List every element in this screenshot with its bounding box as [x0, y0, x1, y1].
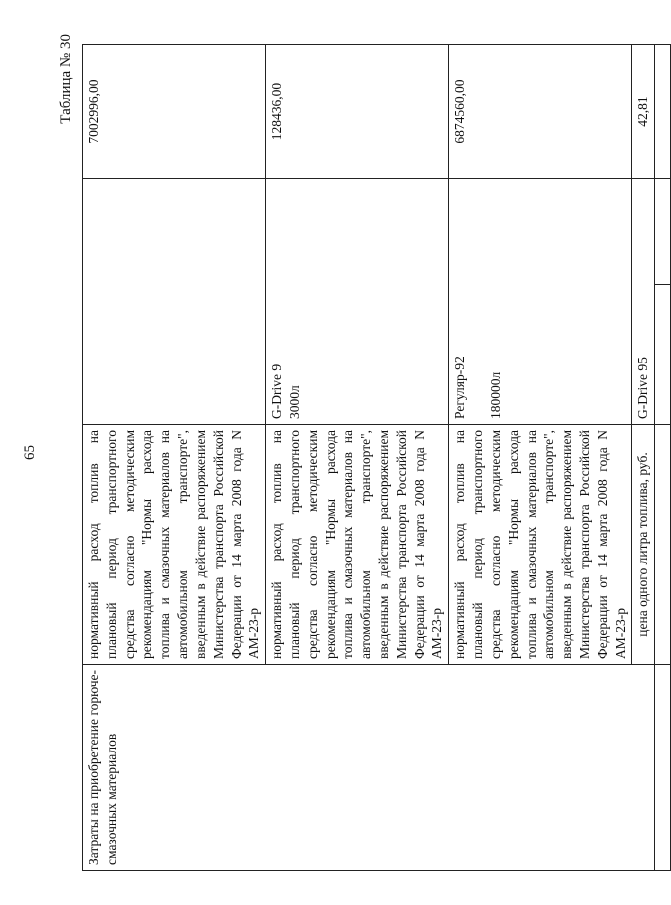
- fuel-volume: 180000л: [488, 371, 504, 419]
- empty-cell: [655, 179, 671, 285]
- description-cell: нормативный расход топлив на плановый период транспортного средства согласно методическим рекомендациям "Нормы расхода топлива и смазочных материалов на автомобильном транспорте", введенным в действие распоряжением Министерства транспорта Российской Федерации от 14 марта 2008 года N АМ-23-р: [449, 425, 632, 665]
- empty-cell: [655, 45, 671, 179]
- fuel-cell: [83, 179, 266, 425]
- fuel-cell: [632, 179, 655, 425]
- empty-cell: [655, 285, 671, 425]
- table-row: [83, 45, 266, 871]
- amount-cell: 128436,00: [266, 45, 449, 179]
- fuel-cell: [266, 179, 449, 425]
- empty-cell: [655, 425, 671, 665]
- page-number: 65: [22, 445, 38, 460]
- table-row: [655, 45, 671, 871]
- amount-cell: 6874560,00: [449, 45, 632, 179]
- fuel-volume: 3000л: [286, 385, 302, 419]
- empty-cell: [655, 665, 671, 871]
- fuel-name: G-Drive 95: [635, 357, 651, 419]
- fuel-costs-table: [82, 44, 671, 871]
- document-page: [20, 20, 651, 885]
- description-cell: нормативный расход топлив на плановый период транспортного средства согласно методическим рекомендациям "Нормы расхода топлива и смазочных материалов на автомобильном транспорте", введенным в действие распоряжением Министерства транспорта Российской Федерации от 14 марта 2008 года N АМ-23-р: [266, 425, 449, 665]
- amount-cell: 42,81: [632, 45, 655, 179]
- description-cell: нормативный расход топлив на плановый период транспортного средства согласно методическим рекомендациям "Нормы расхода топлива и смазочных материалов на автомобильном транспорте", введенным в действие распоряжением Министерства транспорта Российской Федерации от 14 марта 2008 года N АМ-23-р: [83, 425, 266, 665]
- fuel-cell: [449, 179, 632, 425]
- fuel-name: Регуляр-92: [452, 356, 468, 419]
- description-cell: цена одного литра топлива, руб.: [632, 425, 655, 665]
- fuel-name: G-Drive 9: [269, 363, 285, 419]
- table-caption: Таблица № 30: [58, 34, 74, 124]
- category-cell: Затраты на приобретение горюче-смазочных материалов: [83, 665, 655, 871]
- amount-cell: 7002996,00: [83, 45, 266, 179]
